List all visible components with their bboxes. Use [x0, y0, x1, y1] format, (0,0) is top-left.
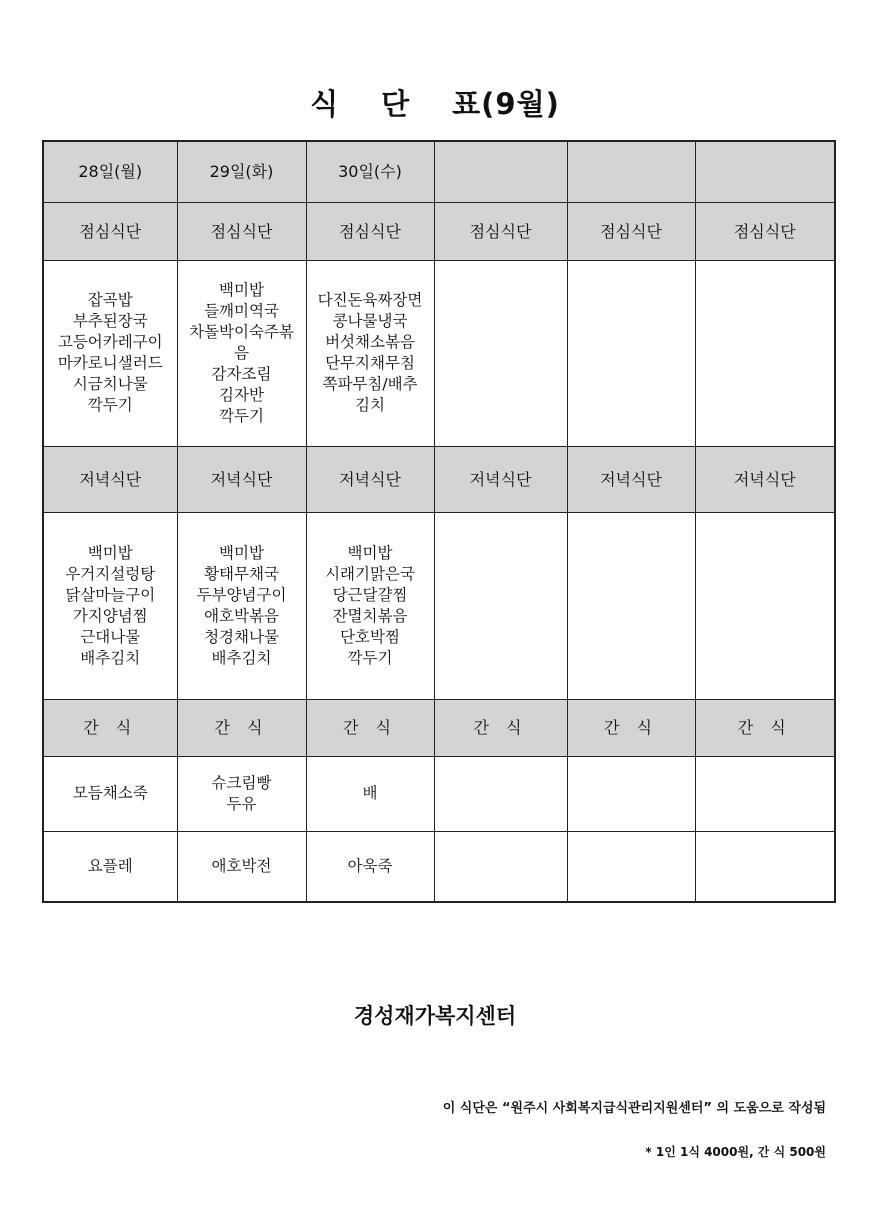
menu-item: 애호박볶음 — [204, 606, 279, 625]
lunch-row — [43, 260, 835, 446]
page-title — [0, 82, 870, 123]
dinner-label-cell-text: 저녁식단 — [469, 469, 532, 489]
menu-item: 감자조림 — [211, 364, 272, 383]
snack-label-cell-text: 간 식 — [604, 718, 658, 737]
dinner-cell — [306, 512, 434, 699]
dinner-cell — [567, 512, 695, 699]
snack-label-cell-text: 간 식 — [737, 718, 792, 737]
lunch-label-cell-text: 점심식단 — [79, 221, 142, 241]
lunch-cell — [43, 260, 177, 446]
menu-item: 슈크림빵 — [211, 773, 272, 792]
dinner-cell — [695, 512, 835, 699]
snack-label-cell-text: 간 식 — [473, 718, 528, 737]
day-header-cell — [695, 141, 835, 202]
day-header-cell — [43, 141, 177, 202]
menu-item: 고등어카레구이 — [57, 333, 163, 351]
menu-item: 단무지채무침 — [325, 354, 415, 372]
day-header-cell-text: 30일(수) — [338, 162, 402, 182]
lunch-cell — [695, 260, 835, 446]
menu-item: 음 — [234, 343, 249, 362]
snack-label-cell-text: 간 식 — [214, 718, 269, 737]
dinner-label-row — [43, 446, 835, 512]
snack-label-cell — [177, 699, 306, 756]
snack-cell — [306, 756, 434, 831]
menu-item: 당근달걀찜 — [332, 585, 408, 604]
menu-item: 깍두기 — [219, 406, 264, 425]
title-char-2: 단 — [381, 87, 411, 121]
center-name: 경성재가복지센터 — [353, 1004, 517, 1028]
menu-item: 깍두기 — [87, 396, 133, 414]
menu-item: 잡곡밥 — [87, 291, 133, 309]
menu-item: 애호박전 — [211, 856, 272, 875]
menu-item: 백미밥 — [219, 280, 264, 299]
price-note: * 1인 1식 4000원, 간 식 500원 — [645, 1145, 826, 1159]
lunch-label-cell-text: 점심식단 — [469, 221, 532, 241]
lunch-cell — [434, 260, 567, 446]
menu-item: 닭살마늘구이 — [65, 585, 156, 604]
day-header-cell — [434, 141, 567, 202]
menu-item: 두유 — [226, 794, 257, 813]
menu-item: 요플레 — [87, 856, 133, 875]
snack-cell — [306, 831, 434, 902]
snack-cell — [695, 831, 835, 902]
menu-item: 잔멸치볶음 — [332, 606, 408, 625]
dinner-label-cell — [306, 446, 434, 512]
lunch-label-cell-text: 점심식단 — [733, 221, 796, 241]
dinner-cell — [434, 512, 567, 699]
menu-item: 부추된장국 — [72, 312, 148, 330]
lunch-label-cell-text: 점심식단 — [210, 221, 273, 241]
dinner-label-cell — [567, 446, 695, 512]
menu-item: 시금치나물 — [72, 375, 148, 393]
dinner-label-cell-text: 저녁식단 — [210, 469, 273, 489]
snack-cell — [434, 831, 567, 902]
source-note: 이 식단은 “원주시 사회복지급식관리지원센터” 의 도움으로 작성됨 — [442, 1101, 826, 1116]
day-header-cell-text: 29일(화) — [209, 162, 274, 182]
menu-item: 백미밥 — [87, 543, 133, 562]
menu-item: 배추김치 — [80, 648, 141, 667]
dinner-label-cell-text: 저녁식단 — [339, 469, 401, 489]
lunch-label-cell-text: 점심식단 — [339, 221, 401, 241]
snack-label-cell — [43, 699, 177, 756]
snack-cell — [177, 756, 306, 831]
snack-row-1 — [43, 756, 835, 831]
snack-row-2 — [43, 831, 835, 902]
title-char-1: 식 — [310, 87, 340, 121]
menu-item: 황태무채국 — [204, 564, 279, 583]
snack-cell — [177, 831, 306, 902]
day-header-cell-text: 28일(월) — [78, 162, 143, 182]
menu-item: 근대나물 — [80, 627, 141, 646]
menu-table — [42, 140, 836, 903]
snack-cell — [434, 756, 567, 831]
menu-item: 들깨미역국 — [204, 301, 279, 320]
menu-item: 청경채나물 — [204, 627, 279, 646]
dinner-row — [43, 512, 835, 699]
menu-item: 단호박찜 — [340, 627, 400, 646]
lunch-label-row — [43, 202, 835, 260]
dinner-label-cell — [43, 446, 177, 512]
menu-item: 모듬채소죽 — [72, 784, 148, 802]
lunch-label-cell-text: 점심식단 — [600, 221, 662, 241]
lunch-label-cell — [567, 202, 695, 260]
menu-item: 배 — [362, 784, 378, 802]
snack-cell — [43, 831, 177, 902]
day-header-cell — [177, 141, 306, 202]
menu-item: 다진돈육짜장면 — [317, 291, 423, 309]
menu-item: 배추김치 — [211, 648, 272, 667]
menu-item: 김치 — [355, 396, 385, 414]
snack-cell — [567, 831, 695, 902]
dinner-label-cell-text: 저녁식단 — [79, 469, 142, 489]
dinner-label-cell-text: 저녁식단 — [733, 469, 796, 489]
snack-cell — [567, 756, 695, 831]
menu-item: 우거지설렁탕 — [65, 564, 156, 583]
menu-item: 백미밥 — [219, 543, 264, 562]
snack-label-cell-text: 간 식 — [83, 718, 138, 737]
lunch-label-cell — [434, 202, 567, 260]
lunch-label-cell — [177, 202, 306, 260]
day-header-cell — [567, 141, 695, 202]
day-header-row — [43, 141, 835, 202]
menu-item: 깍두기 — [347, 648, 393, 667]
snack-label-row — [43, 699, 835, 756]
snack-cell — [43, 756, 177, 831]
snack-label-cell — [306, 699, 434, 756]
menu-item: 마카로니샐러드 — [57, 354, 163, 372]
menu-item: 버섯채소볶음 — [325, 333, 415, 351]
menu-item: 김자반 — [219, 385, 264, 404]
day-header-cell — [306, 141, 434, 202]
dinner-cell — [177, 512, 306, 699]
dinner-label-cell — [177, 446, 306, 512]
menu-item: 백미밥 — [347, 543, 393, 562]
menu-item: 쪽파무침/배추 — [322, 375, 418, 393]
snack-label-cell — [567, 699, 695, 756]
dinner-label-cell-text: 저녁식단 — [600, 469, 662, 489]
dinner-cell — [43, 512, 177, 699]
menu-item: 차돌박이숙주볶 — [189, 322, 294, 341]
menu-item: 두부양념구이 — [196, 585, 287, 604]
lunch-label-cell — [695, 202, 835, 260]
menu-item: 아욱죽 — [347, 856, 393, 875]
lunch-cell — [567, 260, 695, 446]
dinner-label-cell — [434, 446, 567, 512]
menu-item: 콩나물냉국 — [332, 312, 408, 330]
snack-label-cell — [434, 699, 567, 756]
menu-item: 시래기맑은국 — [325, 564, 415, 583]
menu-item: 가지양념찜 — [72, 606, 148, 625]
lunch-label-cell — [306, 202, 434, 260]
snack-cell — [695, 756, 835, 831]
snack-label-cell — [695, 699, 835, 756]
lunch-cell — [306, 260, 434, 446]
snack-label-cell-text: 간 식 — [343, 718, 397, 737]
lunch-label-cell — [43, 202, 177, 260]
lunch-cell — [177, 260, 306, 446]
dinner-label-cell — [695, 446, 835, 512]
title-rest: 표(9월) — [452, 87, 560, 121]
